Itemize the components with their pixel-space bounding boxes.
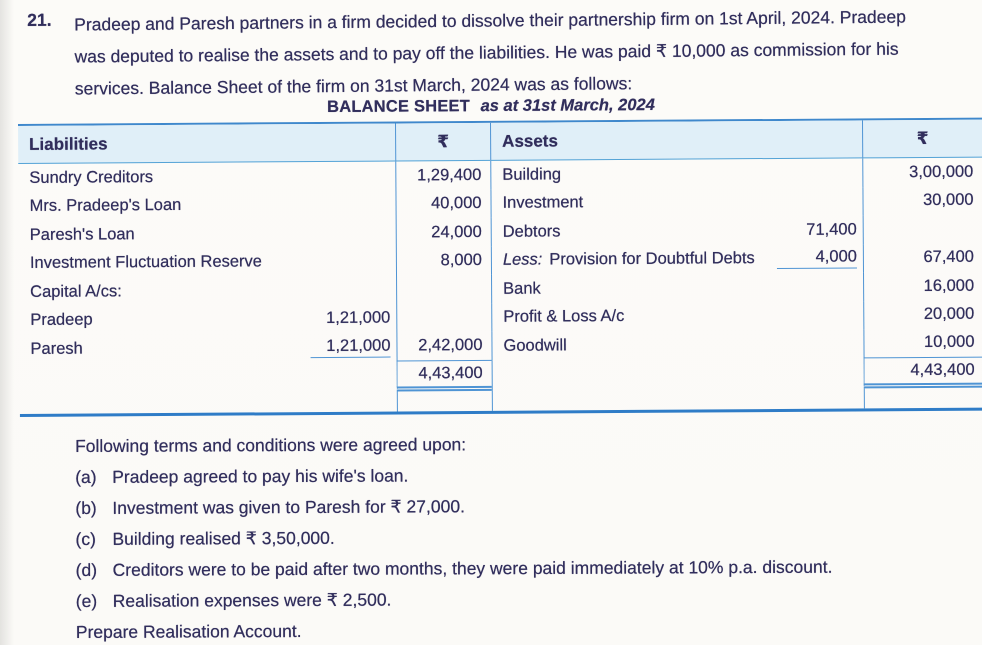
assets-total-amount: 4,43,400 [864,357,982,388]
table-row-liability [19,247,396,278]
liabilities-header: Liabilities [18,123,395,163]
liability-amount [396,275,491,304]
asset-name-text: Provision for Doubtful Debts [549,249,755,269]
term-text: Creditors were to be paid after two months, they were paid immediately at 10% p.a. discount. [112,556,833,580]
liability-name: Paresh [30,339,83,358]
asset-amount: 67,400 [863,243,982,272]
term-text: Pradeep agreed to pay his wife's loan. [112,465,409,487]
table-spacer [864,387,982,408]
term-text: Realisation expenses were ₹ 2,500. [112,589,392,611]
asset-name: Goodwill [503,336,567,355]
asset-name: Investment [502,193,584,213]
asset-amount: 16,000 [863,272,982,301]
table-spacer [397,390,492,411]
liability-name: Pradeep [30,310,93,330]
liability-sub-amount: 1,21,000 [326,308,391,328]
table-row-asset [491,272,863,303]
table-row-liability [19,218,396,249]
liabilities-rupee-header: ₹ [395,123,490,162]
table-row-liability [18,161,395,192]
liabilities-total-label [20,361,397,393]
asset-amount: 10,000 [863,329,982,358]
table-row-asset [491,215,863,246]
term-text: Building realised ₹ 3,50,000. [112,527,335,549]
balance-sheet-title-main: BALANCE SHEET [327,97,471,117]
asset-sub-amount: 71,400 [806,220,857,239]
term-item-b [75,489,972,524]
table-row-asset [491,244,863,275]
liability-amount: 1,29,400 [395,161,490,190]
asset-sub-amount-underlined: 4,000 [777,248,857,270]
table-row-asset [490,187,862,218]
term-label: (b) [75,497,97,518]
question-text [74,0,974,105]
assets-rupee-header: ₹ [862,120,982,159]
term-item-c [75,520,972,555]
less-prefix: Less: [502,250,543,270]
asset-amount: 3,00,000 [862,158,982,187]
liability-amount: 40,000 [395,189,490,218]
term-label: (e) [75,590,98,611]
liability-name: Capital A/cs: [30,282,122,301]
table-row-liability [19,304,396,335]
question-intro [27,0,974,105]
table-row-liability [19,332,396,363]
question-line-1: Pradeep and Paresh partners in a firm decided to dissolve their partnership firm on 1st April, 2024. Pradeep [74,6,907,35]
question-number: 21. [27,9,52,31]
term-item-d [76,551,973,586]
table-spacer [20,391,397,413]
term-label: (c) [75,528,96,549]
liability-name: Paresh's Loan [29,224,135,244]
asset-amount: 20,000 [863,300,982,329]
table-row-asset [490,158,862,189]
table-row-asset [491,329,863,360]
table-row-asset [491,301,863,332]
asset-name: Building [502,165,562,184]
balance-sheet-title-date: as at 31st March, 2024 [480,95,655,116]
table-row-liability [19,275,396,306]
assets-header: Assets [490,120,862,160]
terms-section [75,427,973,648]
table-row-liability [18,190,395,221]
asset-amount: 30,000 [862,186,982,215]
liability-name: Sundry Creditors [29,167,154,187]
liability-amount: 8,000 [396,246,491,275]
balance-sheet-table [18,118,982,417]
liability-name: Mrs. Pradeep's Loan [29,196,182,216]
term-text: Investment was given to Paresh for ₹ 27,000. [112,496,465,518]
liability-amount: 2,42,000 [396,332,491,361]
term-item-a [75,458,972,493]
assets-total-label [492,358,864,390]
asset-name: Profit & Loss A/c [503,307,625,327]
liability-amount [396,303,491,332]
term-item-e [76,582,973,617]
liability-sub-amount-underlined: 1,21,000 [310,336,390,358]
asset-amount [863,215,982,244]
asset-name: Debtors [502,222,561,241]
question-line-3: services. Balance Sheet of the firm on 31st March, 2024 was as follows: [74,73,633,99]
terms-intro: Following terms and conditions were agreed upon: [75,434,467,456]
asset-name [503,249,777,270]
asset-name: Bank [503,279,541,298]
question-line-2: was deputed to realise the assets and to pay off the liabilities. He was paid ₹ 10,000 as commission for his [74,38,899,67]
liability-name: Investment Fluctuation Reserve [29,252,263,273]
liability-amount: 24,000 [396,218,491,247]
term-label: (d) [75,559,98,580]
term-label: (a) [75,466,97,487]
table-spacer [492,388,864,410]
liabilities-total-amount: 4,43,400 [397,360,492,391]
terms-closing: Prepare Realisation Account. [75,621,302,642]
